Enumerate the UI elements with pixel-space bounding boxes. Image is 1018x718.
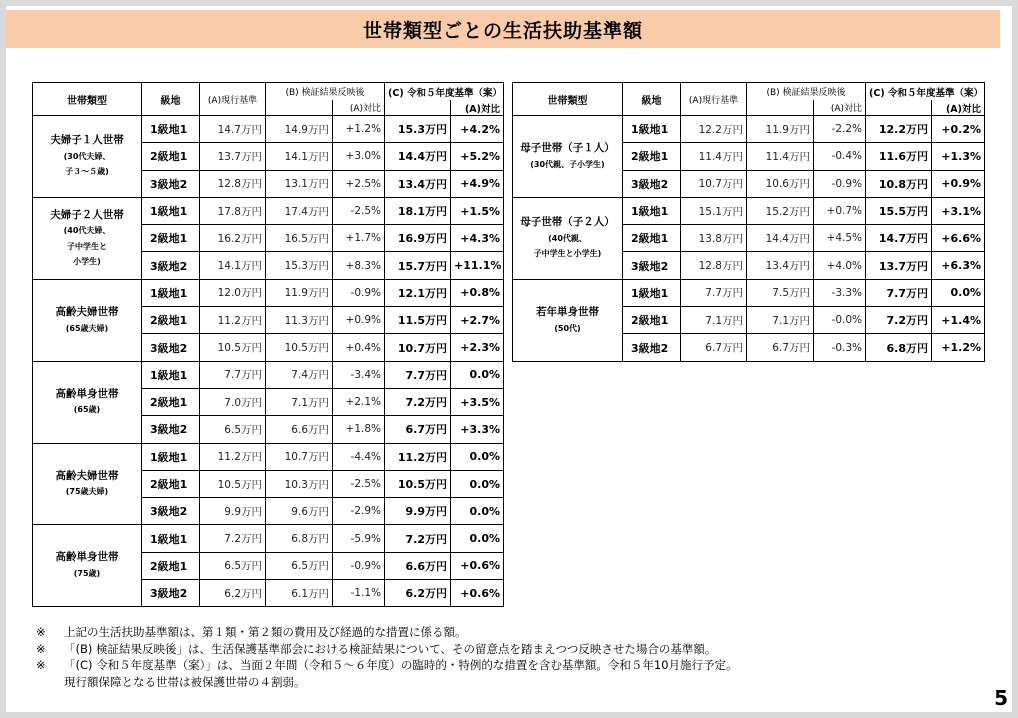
plan-amount-cell: 11.5万円 (385, 307, 451, 334)
grade-cell: 3級地2 (623, 170, 681, 197)
header-type: 世帯類型 (33, 83, 142, 116)
plan-ratio-cell: +1.2% (932, 334, 985, 361)
verified-amount-cell: 6.6万円 (266, 416, 333, 443)
household-type-detail: (40代夫婦、 (63, 226, 111, 236)
grade-cell: 2級地1 (623, 307, 681, 334)
current-amount-cell: 12.8万円 (681, 252, 747, 279)
verified-ratio-cell: +0.4% (333, 334, 385, 361)
household-type-detail: (40代親、 (548, 234, 587, 244)
header-row (33, 83, 504, 101)
header-current: (A)現行基準 (681, 83, 747, 116)
verified-amount-cell: 7.5万円 (747, 279, 814, 306)
plan-ratio-cell: +0.2% (932, 116, 985, 143)
header-verified: (B) 検証結果反映後 (747, 83, 866, 101)
verified-ratio-cell: -2.5% (333, 470, 385, 497)
verified-amount-cell: 15.2万円 (747, 197, 814, 224)
header-verified-ratio: (A)対比 (333, 100, 385, 116)
grade-cell: 1級地1 (623, 197, 681, 224)
household-type-cell (513, 279, 623, 361)
grade-cell: 1級地1 (142, 361, 200, 388)
household-type-detail: 子中学生と小学生) (533, 249, 602, 259)
plan-amount-cell: 6.6万円 (385, 552, 451, 579)
table-row (33, 116, 504, 143)
verified-ratio-cell: -0.9% (333, 279, 385, 306)
plan-amount-cell: 7.7万円 (866, 279, 932, 306)
current-amount-cell: 6.5万円 (200, 552, 266, 579)
header-row (513, 83, 985, 101)
plan-amount-cell: 14.7万円 (866, 225, 932, 252)
current-amount-cell: 7.2万円 (200, 525, 266, 552)
household-type-name: 高齢夫婦世帯 (55, 305, 119, 318)
plan-amount-cell: 10.8万円 (866, 170, 932, 197)
household-type-detail: (30代夫婦、 (63, 152, 111, 162)
verified-ratio-cell: -2.5% (333, 197, 385, 224)
verified-ratio-cell: -0.9% (333, 552, 385, 579)
verified-amount-cell: 7.1万円 (747, 307, 814, 334)
current-amount-cell: 10.7万円 (681, 170, 747, 197)
verified-amount-cell: 11.4万円 (747, 143, 814, 170)
grade-cell: 2級地1 (142, 470, 200, 497)
header-verified-spacer (747, 100, 814, 116)
plan-amount-cell: 18.1万円 (385, 197, 451, 224)
plan-amount-cell: 10.7万円 (385, 334, 451, 361)
grade-cell: 3級地2 (142, 580, 200, 607)
verified-amount-cell: 16.5万円 (266, 225, 333, 252)
page-title: 世帯類型ごとの生活扶助基準額 (6, 10, 1000, 48)
household-type-cell (33, 361, 142, 443)
verified-amount-cell: 11.9万円 (266, 279, 333, 306)
verified-amount-cell: 13.4万円 (747, 252, 814, 279)
plan-amount-cell: 15.3万円 (385, 116, 451, 143)
verified-amount-cell: 14.4万円 (747, 225, 814, 252)
grade-cell: 1級地1 (142, 116, 200, 143)
plan-ratio-cell: +1.5% (451, 197, 504, 224)
header-verified-ratio: (A)対比 (814, 100, 866, 116)
household-type-name: 夫婦子１人世帯 (50, 134, 124, 147)
plan-ratio-cell: +3.5% (451, 388, 504, 415)
household-type-cell (33, 197, 142, 279)
household-type-name: 高齢単身世帯 (55, 387, 119, 400)
table-row (513, 116, 985, 143)
plan-amount-cell: 7.7万円 (385, 361, 451, 388)
household-type-name: 若年単身世帯 (536, 305, 599, 318)
grade-cell: 2級地1 (142, 225, 200, 252)
household-type-cell (33, 116, 142, 198)
verified-ratio-cell: -5.9% (333, 525, 385, 552)
table-row (513, 197, 985, 224)
current-amount-cell: 12.0万円 (200, 279, 266, 306)
verified-ratio-cell: +8.3% (333, 252, 385, 279)
header-plan: (C) 令和５年度基準（案） (866, 83, 985, 101)
household-type-cell (513, 116, 623, 198)
plan-ratio-cell: 0.0% (932, 279, 985, 306)
household-type-name: 夫婦子２人世帯 (50, 208, 124, 221)
verified-ratio-cell: -3.3% (814, 279, 866, 306)
grade-cell: 3級地2 (142, 416, 200, 443)
footnote-text: 「(C) 令和５年度基準（案）」は、当面２年間（令和５～６年度）の臨時的・特例的な措置を含む基準額。令和５年10月施行予定。 (64, 658, 738, 672)
current-amount-cell: 9.9万円 (200, 498, 266, 525)
grade-cell: 2級地1 (623, 225, 681, 252)
plan-ratio-cell: +4.9% (451, 170, 504, 197)
household-type-cell (33, 279, 142, 361)
plan-ratio-cell: +0.8% (451, 279, 504, 306)
household-type-name: 母子世帯（子２人） (520, 216, 615, 229)
current-amount-cell: 16.2万円 (200, 225, 266, 252)
footnote (36, 674, 936, 691)
table-row (513, 279, 985, 306)
plan-amount-cell: 14.4万円 (385, 143, 451, 170)
verified-ratio-cell: -2.2% (814, 116, 866, 143)
header-type: 世帯類型 (513, 83, 623, 116)
footnote-text: 現行額保障となる世帯は被保護世帯の４割弱。 (64, 674, 306, 689)
current-amount-cell: 13.7万円 (200, 143, 266, 170)
verified-amount-cell: 17.4万円 (266, 197, 333, 224)
footnote-mark: ※ (36, 641, 46, 656)
plan-ratio-cell: +1.3% (932, 143, 985, 170)
plan-ratio-cell: +3.1% (932, 197, 985, 224)
plan-ratio-cell: +3.3% (451, 416, 504, 443)
grade-cell: 1級地1 (142, 279, 200, 306)
verified-amount-cell: 14.1万円 (266, 143, 333, 170)
plan-ratio-cell: +2.7% (451, 307, 504, 334)
current-amount-cell: 10.5万円 (200, 334, 266, 361)
verified-ratio-cell: -0.0% (814, 307, 866, 334)
household-type-cell (33, 525, 142, 607)
plan-ratio-cell: +1.4% (932, 307, 985, 334)
verified-amount-cell: 15.3万円 (266, 252, 333, 279)
header-verified-spacer (266, 100, 333, 116)
footnote-mark: ※ (36, 658, 46, 672)
header-plan-ratio: (A)対比 (932, 100, 985, 116)
household-type-detail: 子中学生と (67, 241, 107, 251)
plan-amount-cell: 7.2万円 (385, 525, 451, 552)
current-amount-cell: 13.8万円 (681, 225, 747, 252)
plan-amount-cell: 12.2万円 (866, 116, 932, 143)
verified-ratio-cell: +4.0% (814, 252, 866, 279)
table-row (33, 525, 504, 552)
household-type-detail: (65歳夫婦) (65, 323, 109, 333)
verified-amount-cell: 10.7万円 (266, 443, 333, 470)
grade-cell: 3級地2 (142, 170, 200, 197)
header-grade: 級地 (142, 83, 200, 116)
verified-ratio-cell: +1.2% (333, 116, 385, 143)
plan-ratio-cell: +0.6% (451, 580, 504, 607)
header-current: (A)現行基準 (200, 83, 266, 116)
household-type-detail: 子３～５歳) (65, 167, 109, 177)
household-type-detail: (50代) (554, 323, 581, 333)
grade-cell: 2級地1 (142, 143, 200, 170)
household-type-detail: (30代親、子小学生) (530, 159, 605, 169)
plan-amount-cell: 15.5万円 (866, 197, 932, 224)
plan-ratio-cell: 0.0% (451, 443, 504, 470)
household-type-detail: (75歳夫婦) (65, 487, 109, 497)
verified-ratio-cell: +0.9% (333, 307, 385, 334)
header-plan: (C) 令和５年度基準（案） (385, 83, 504, 101)
verified-amount-cell: 10.3万円 (266, 470, 333, 497)
household-type-detail: 小学生) (73, 256, 101, 266)
plan-ratio-cell: +2.3% (451, 334, 504, 361)
footnote (36, 624, 936, 641)
verified-amount-cell: 11.3万円 (266, 307, 333, 334)
current-amount-cell: 17.8万円 (200, 197, 266, 224)
verified-amount-cell: 6.5万円 (266, 552, 333, 579)
grade-cell: 3級地2 (623, 334, 681, 361)
current-amount-cell: 11.2万円 (200, 307, 266, 334)
table-row (33, 361, 504, 388)
current-amount-cell: 11.4万円 (681, 143, 747, 170)
grade-cell: 2級地1 (142, 307, 200, 334)
plan-amount-cell: 7.2万円 (385, 388, 451, 415)
plan-amount-cell: 6.7万円 (385, 416, 451, 443)
table-row (33, 443, 504, 470)
current-amount-cell: 14.7万円 (200, 116, 266, 143)
household-type-name: 母子世帯（子１人） (520, 141, 615, 154)
grade-cell: 2級地1 (623, 143, 681, 170)
current-amount-cell: 10.5万円 (200, 470, 266, 497)
verified-ratio-cell: -2.9% (333, 498, 385, 525)
plan-ratio-cell: +0.6% (451, 552, 504, 579)
plan-ratio-cell: +5.2% (451, 143, 504, 170)
verified-ratio-cell: -0.4% (814, 143, 866, 170)
verified-amount-cell: 11.9万円 (747, 116, 814, 143)
verified-ratio-cell: -0.9% (814, 170, 866, 197)
plan-ratio-cell: +6.6% (932, 225, 985, 252)
current-amount-cell: 6.7万円 (681, 334, 747, 361)
header-grade: 級地 (623, 83, 681, 116)
plan-ratio-cell: 0.0% (451, 470, 504, 497)
verified-amount-cell: 14.9万円 (266, 116, 333, 143)
grade-cell: 3級地2 (623, 252, 681, 279)
verified-amount-cell: 7.4万円 (266, 361, 333, 388)
verified-amount-cell: 7.1万円 (266, 388, 333, 415)
plan-amount-cell: 11.6万円 (866, 143, 932, 170)
grade-cell: 1級地1 (142, 443, 200, 470)
current-amount-cell: 12.8万円 (200, 170, 266, 197)
verified-ratio-cell: +1.8% (333, 416, 385, 443)
header-verified: (B) 検証結果反映後 (266, 83, 385, 101)
plan-amount-cell: 13.4万円 (385, 170, 451, 197)
verified-amount-cell: 6.8万円 (266, 525, 333, 552)
table-row (33, 279, 504, 306)
plan-ratio-cell: +0.9% (932, 170, 985, 197)
household-type-name: 高齢夫婦世帯 (55, 469, 119, 482)
current-amount-cell: 7.1万円 (681, 307, 747, 334)
plan-amount-cell: 6.8万円 (866, 334, 932, 361)
plan-ratio-cell: +4.3% (451, 225, 504, 252)
plan-amount-cell: 11.2万円 (385, 443, 451, 470)
grade-cell: 1級地1 (142, 197, 200, 224)
current-amount-cell: 6.2万円 (200, 580, 266, 607)
verified-ratio-cell: +2.1% (333, 388, 385, 415)
verified-ratio-cell: -1.1% (333, 580, 385, 607)
household-type-cell (33, 443, 142, 525)
footnote-text: 上記の生活扶助基準額は、第１類・第２類の費用及び経過的な措置に係る額。 (64, 625, 467, 639)
current-amount-cell: 7.0万円 (200, 388, 266, 415)
verified-ratio-cell: +2.5% (333, 170, 385, 197)
grade-cell: 1級地1 (623, 279, 681, 306)
verified-ratio-cell: +3.0% (333, 143, 385, 170)
plan-amount-cell: 12.1万円 (385, 279, 451, 306)
grade-cell: 2級地1 (142, 552, 200, 579)
footnote (36, 657, 936, 674)
footnote-text: 「(B) 検証結果反映後」は、生活保護基準部会における検証結果について、その留意点を踏まえつつ反映させた場合の基準額。 (64, 641, 717, 656)
plan-amount-cell: 15.7万円 (385, 252, 451, 279)
footnote (36, 641, 936, 658)
verified-amount-cell: 10.5万円 (266, 334, 333, 361)
current-amount-cell: 15.1万円 (681, 197, 747, 224)
verified-amount-cell: 9.6万円 (266, 498, 333, 525)
current-amount-cell: 12.2万円 (681, 116, 747, 143)
household-type-detail: (75歳) (73, 569, 101, 579)
plan-amount-cell: 7.2万円 (866, 307, 932, 334)
verified-amount-cell: 10.6万円 (747, 170, 814, 197)
household-type-cell (513, 197, 623, 279)
grade-cell: 1級地1 (623, 116, 681, 143)
footnote-mark: ※ (36, 625, 46, 639)
left-standards-table (32, 82, 504, 607)
plan-amount-cell: 13.7万円 (866, 252, 932, 279)
table-row (33, 197, 504, 224)
verified-amount-cell: 6.1万円 (266, 580, 333, 607)
verified-amount-cell: 6.7万円 (747, 334, 814, 361)
household-type-detail: (65歳) (73, 405, 101, 415)
plan-ratio-cell: 0.0% (451, 525, 504, 552)
footnote-mark (36, 674, 64, 691)
header-plan-spacer (866, 100, 932, 116)
page-number: 5 (994, 686, 1008, 710)
grade-cell: 1級地1 (142, 525, 200, 552)
current-amount-cell: 7.7万円 (681, 279, 747, 306)
header-plan-spacer (385, 100, 451, 116)
current-amount-cell: 7.7万円 (200, 361, 266, 388)
verified-ratio-cell: -4.4% (333, 443, 385, 470)
plan-amount-cell: 6.2万円 (385, 580, 451, 607)
plan-amount-cell: 9.9万円 (385, 498, 451, 525)
grade-cell: 3級地2 (142, 252, 200, 279)
verified-ratio-cell: -3.4% (333, 361, 385, 388)
grade-cell: 3級地2 (142, 498, 200, 525)
verified-amount-cell: 13.1万円 (266, 170, 333, 197)
household-type-name: 高齢単身世帯 (55, 551, 119, 564)
grade-cell: 2級地1 (142, 388, 200, 415)
verified-ratio-cell: +1.7% (333, 225, 385, 252)
verified-ratio-cell: +4.5% (814, 225, 866, 252)
plan-amount-cell: 16.9万円 (385, 225, 451, 252)
plan-ratio-cell: +6.3% (932, 252, 985, 279)
grade-cell: 3級地2 (142, 334, 200, 361)
plan-ratio-cell: 0.0% (451, 361, 504, 388)
current-amount-cell: 11.2万円 (200, 443, 266, 470)
verified-ratio-cell: -0.3% (814, 334, 866, 361)
plan-ratio-cell: 0.0% (451, 498, 504, 525)
header-plan-ratio: (A)対比 (451, 100, 504, 116)
plan-amount-cell: 10.5万円 (385, 470, 451, 497)
plan-ratio-cell: +11.1% (451, 252, 504, 279)
right-standards-table (512, 82, 985, 362)
verified-ratio-cell: +0.7% (814, 197, 866, 224)
footnotes (36, 624, 936, 690)
current-amount-cell: 6.5万円 (200, 416, 266, 443)
plan-ratio-cell: +4.2% (451, 116, 504, 143)
current-amount-cell: 14.1万円 (200, 252, 266, 279)
